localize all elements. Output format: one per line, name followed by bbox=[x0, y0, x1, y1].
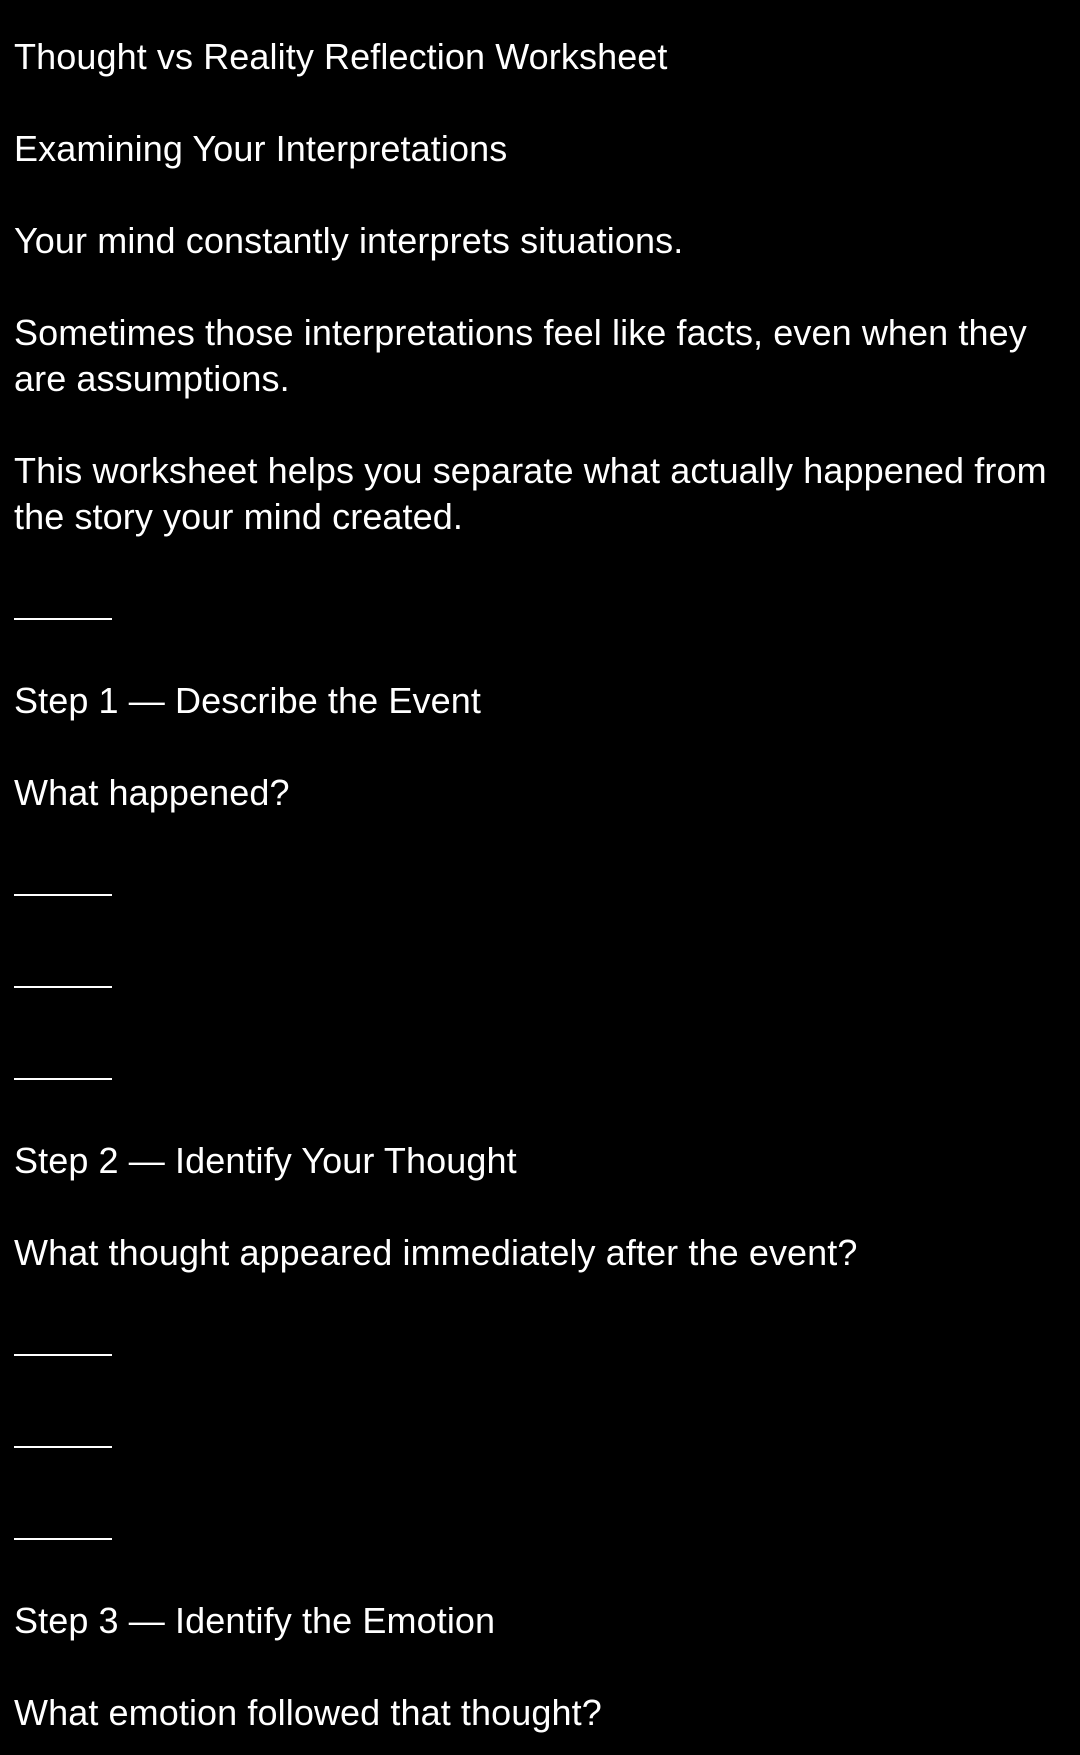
intro-paragraph-1: Your mind constantly interprets situations. bbox=[14, 220, 684, 261]
step-1-answer-blank-2[interactable] bbox=[14, 954, 1064, 1000]
worksheet-document bbox=[14, 34, 1064, 1736]
spacer bbox=[14, 724, 1064, 770]
spacer bbox=[14, 402, 1064, 448]
step-2-answer-blank-1[interactable] bbox=[14, 1322, 1064, 1368]
intro-paragraph-3: This worksheet helps you separate what actually happened from the story your mind created. bbox=[14, 450, 1057, 537]
spacer bbox=[14, 264, 1064, 310]
intro-paragraph-2: Sometimes those interpretations feel like facts, even when they are assumptions. bbox=[14, 312, 1037, 399]
step-2-answer-blank-2[interactable] bbox=[14, 1414, 1064, 1460]
step-3-heading: Step 3 — Identify the Emotion bbox=[14, 1600, 496, 1641]
spacer bbox=[14, 1460, 1064, 1506]
step-2-answer-blank-3[interactable] bbox=[14, 1506, 1064, 1552]
spacer bbox=[14, 1092, 1064, 1138]
spacer bbox=[14, 1644, 1064, 1690]
step-2-heading: Step 2 — Identify Your Thought bbox=[14, 1140, 517, 1181]
worksheet-title: Thought vs Reality Reflection Worksheet bbox=[14, 36, 668, 77]
step-1-heading: Step 1 — Describe the Event bbox=[14, 680, 481, 721]
spacer bbox=[14, 80, 1064, 126]
worksheet-subtitle: Examining Your Interpretations bbox=[14, 128, 508, 169]
spacer bbox=[14, 1552, 1064, 1598]
spacer bbox=[14, 540, 1064, 586]
step-2-question: What thought appeared immediately after the event? bbox=[14, 1232, 858, 1273]
section-divider bbox=[14, 586, 1064, 632]
spacer bbox=[14, 816, 1064, 862]
spacer bbox=[14, 1000, 1064, 1046]
step-3-question: What emotion followed that thought? bbox=[14, 1692, 602, 1733]
spacer bbox=[14, 1184, 1064, 1230]
spacer bbox=[14, 172, 1064, 218]
step-1-answer-blank-3[interactable] bbox=[14, 1046, 1064, 1092]
step-1-question: What happened? bbox=[14, 772, 290, 813]
spacer bbox=[14, 1368, 1064, 1414]
spacer bbox=[14, 1276, 1064, 1322]
step-1-answer-blank-1[interactable] bbox=[14, 862, 1064, 908]
spacer bbox=[14, 908, 1064, 954]
spacer bbox=[14, 632, 1064, 678]
